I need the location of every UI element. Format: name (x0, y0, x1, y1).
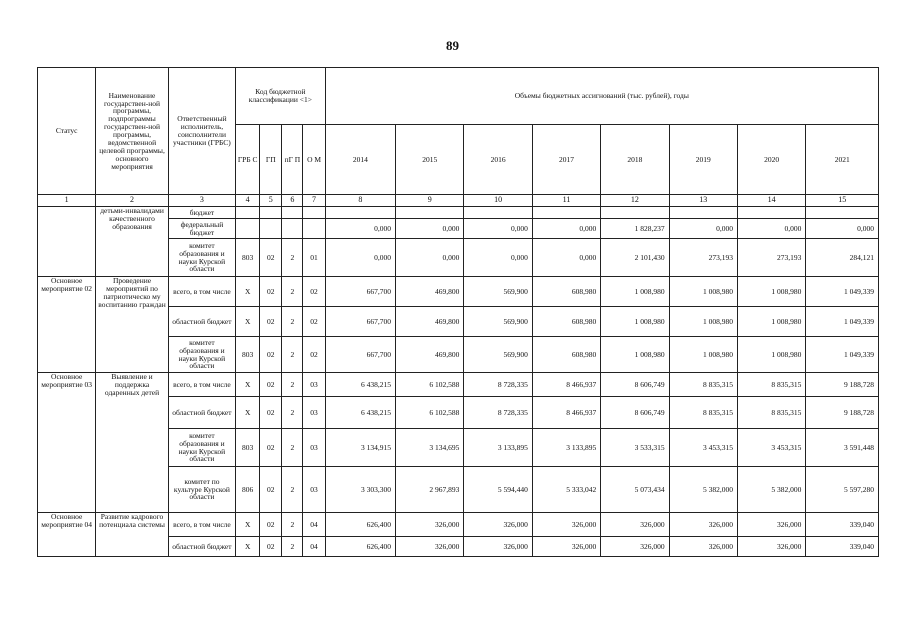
budget-value-cell: 8 466,937 (532, 397, 600, 429)
budget-value-cell: 5 594,440 (464, 467, 532, 513)
header-year: 2014 (325, 125, 395, 195)
om-cell: 02 (303, 307, 325, 337)
budget-value-cell: 667,700 (325, 277, 395, 307)
budget-value-cell: 1 008,980 (737, 277, 805, 307)
om-cell: 04 (303, 513, 325, 537)
executor-cell: областной бюджет (168, 537, 235, 557)
budget-value-cell: 608,980 (532, 337, 600, 373)
budget-value-cell: 5 333,042 (532, 467, 600, 513)
budget-value-cell: 9 188,728 (806, 373, 879, 397)
om-cell: 02 (303, 337, 325, 373)
column-number: 1 (38, 195, 96, 207)
grbs-cell: 803 (236, 429, 260, 467)
budget-value-cell: 3 133,895 (464, 429, 532, 467)
executor-cell: комитет образования и науки Курской области (168, 239, 235, 277)
om-cell: 03 (303, 397, 325, 429)
table-row (38, 277, 879, 307)
budget-value-cell: 0,000 (325, 219, 395, 239)
gp-cell: 02 (260, 397, 282, 429)
budget-value-cell: 6 102,588 (396, 373, 464, 397)
budget-table (37, 67, 879, 557)
column-number: 3 (168, 195, 235, 207)
budget-value-cell: 1 049,339 (806, 277, 879, 307)
gp-cell: 02 (260, 373, 282, 397)
pgp-cell: 2 (282, 467, 303, 513)
header-budget-group: Объемы бюджетных ассигнований (тыс. рублей), годы (325, 68, 878, 125)
gp-cell: 02 (260, 277, 282, 307)
gp-cell: 02 (260, 467, 282, 513)
header-name: Наименование государствен-ной программы, подпрограммы государствен-ной программы, ведомственной целевой программы, основного мероприятия (96, 68, 168, 195)
budget-value-cell: 273,193 (737, 239, 805, 277)
budget-value-cell: 2 967,893 (396, 467, 464, 513)
budget-value-cell: 0,000 (325, 239, 395, 277)
header-status: Статус (38, 68, 96, 195)
executor-cell: комитет образования и науки Курской области (168, 337, 235, 373)
header-year: 2020 (737, 125, 805, 195)
budget-value-cell: 273,193 (669, 239, 737, 277)
budget-value-cell: 608,980 (532, 277, 600, 307)
grbs-cell: Х (236, 307, 260, 337)
budget-value-cell: 326,000 (396, 537, 464, 557)
header-year: 2015 (396, 125, 464, 195)
grbs-cell (236, 219, 260, 239)
budget-value-cell: 469,800 (396, 337, 464, 373)
budget-value-cell (325, 207, 395, 219)
grbs-cell: Х (236, 513, 260, 537)
budget-value-cell: 569,900 (464, 337, 532, 373)
budget-value-cell: 608,980 (532, 307, 600, 337)
budget-value-cell: 6 438,215 (325, 373, 395, 397)
budget-value-cell: 667,700 (325, 307, 395, 337)
executor-cell: всего, в том числе (168, 277, 235, 307)
executor-cell: областной бюджет (168, 397, 235, 429)
budget-value-cell: 3 303,300 (325, 467, 395, 513)
gp-cell: 02 (260, 537, 282, 557)
budget-value-cell (601, 207, 669, 219)
om-cell: 02 (303, 277, 325, 307)
pgp-cell (282, 219, 303, 239)
header-code-col: ГП (260, 125, 282, 195)
budget-value-cell: 5 382,000 (737, 467, 805, 513)
budget-value-cell: 667,700 (325, 337, 395, 373)
budget-value-cell: 1 008,980 (601, 277, 669, 307)
budget-value-cell: 8 835,315 (737, 373, 805, 397)
budget-value-cell: 0,000 (396, 219, 464, 239)
budget-value-cell: 0,000 (464, 239, 532, 277)
gp-cell: 02 (260, 239, 282, 277)
column-number: 5 (260, 195, 282, 207)
table-row (38, 513, 879, 537)
budget-value-cell: 0,000 (737, 219, 805, 239)
header-code-col: ГРБ С (236, 125, 260, 195)
budget-value-cell: 326,000 (669, 513, 737, 537)
gp-cell: 02 (260, 513, 282, 537)
budget-value-cell: 0,000 (532, 239, 600, 277)
table-row (38, 207, 879, 219)
pgp-cell (282, 207, 303, 219)
budget-value-cell: 626,400 (325, 537, 395, 557)
column-number: 8 (325, 195, 395, 207)
budget-value-cell: 1 008,980 (669, 337, 737, 373)
column-number: 6 (282, 195, 303, 207)
executor-cell: федеральный бюджет (168, 219, 235, 239)
budget-value-cell: 3 591,448 (806, 429, 879, 467)
budget-value-cell: 0,000 (669, 219, 737, 239)
budget-value-cell: 1 049,339 (806, 307, 879, 337)
status-cell (38, 207, 96, 277)
budget-value-cell: 1 008,980 (669, 277, 737, 307)
budget-value-cell: 9 188,728 (806, 397, 879, 429)
gp-cell: 02 (260, 429, 282, 467)
budget-value-cell: 0,000 (532, 219, 600, 239)
column-number: 9 (396, 195, 464, 207)
budget-value-cell: 8 466,937 (532, 373, 600, 397)
budget-value-cell: 8 728,335 (464, 373, 532, 397)
budget-value-cell: 8 606,749 (601, 397, 669, 429)
budget-value-cell (669, 207, 737, 219)
budget-value-cell: 0,000 (806, 219, 879, 239)
pgp-cell: 2 (282, 429, 303, 467)
budget-value-cell: 6 102,588 (396, 397, 464, 429)
budget-value-cell: 339,040 (806, 537, 879, 557)
column-number: 11 (532, 195, 600, 207)
header-year: 2017 (532, 125, 600, 195)
budget-value-cell: 326,000 (601, 513, 669, 537)
budget-value-cell: 469,800 (396, 277, 464, 307)
budget-value-cell: 0,000 (464, 219, 532, 239)
budget-value-cell: 1 008,980 (737, 337, 805, 373)
budget-value-cell: 3 453,315 (669, 429, 737, 467)
pgp-cell: 2 (282, 337, 303, 373)
budget-value-cell: 1 008,980 (601, 337, 669, 373)
executor-cell: всего, в том числе (168, 513, 235, 537)
grbs-cell: 806 (236, 467, 260, 513)
grbs-cell: 803 (236, 337, 260, 373)
gp-cell: 02 (260, 337, 282, 373)
budget-value-cell (396, 207, 464, 219)
column-number: 15 (806, 195, 879, 207)
budget-value-cell: 1 008,980 (737, 307, 805, 337)
budget-value-cell: 626,400 (325, 513, 395, 537)
grbs-cell: Х (236, 373, 260, 397)
om-cell: 03 (303, 467, 325, 513)
column-number: 14 (737, 195, 805, 207)
column-number: 10 (464, 195, 532, 207)
pgp-cell: 2 (282, 513, 303, 537)
pgp-cell: 2 (282, 239, 303, 277)
status-cell: Основное мероприятие 04 (38, 513, 96, 557)
budget-value-cell (532, 207, 600, 219)
gp-cell: 02 (260, 307, 282, 337)
grbs-cell: Х (236, 277, 260, 307)
budget-value-cell: 569,900 (464, 307, 532, 337)
grbs-cell: Х (236, 537, 260, 557)
program-name-cell: детьми-инвалидами качественного образования (96, 207, 168, 277)
grbs-cell: Х (236, 397, 260, 429)
budget-value-cell: 569,900 (464, 277, 532, 307)
column-number: 13 (669, 195, 737, 207)
column-number: 12 (601, 195, 669, 207)
budget-value-cell: 326,000 (669, 537, 737, 557)
budget-value-cell: 3 134,695 (396, 429, 464, 467)
program-name-cell: Проведение мероприятий по патриотическо му воспитанию граждан (96, 277, 168, 373)
header-executor: Ответственный исполнитель, соисполнители участники (ГРБС) (168, 68, 235, 195)
budget-value-cell: 326,000 (464, 513, 532, 537)
status-cell: Основное мероприятие 02 (38, 277, 96, 373)
budget-value-cell: 469,800 (396, 307, 464, 337)
budget-value-cell: 8 728,335 (464, 397, 532, 429)
table-row (38, 373, 879, 397)
gp-cell (260, 219, 282, 239)
budget-value-cell: 5 382,000 (669, 467, 737, 513)
budget-value-cell: 284,121 (806, 239, 879, 277)
om-cell: 04 (303, 537, 325, 557)
budget-value-cell: 2 101,430 (601, 239, 669, 277)
om-cell: 03 (303, 373, 325, 397)
budget-value-cell: 326,000 (532, 537, 600, 557)
budget-value-cell: 8 835,315 (669, 373, 737, 397)
budget-value-cell (464, 207, 532, 219)
budget-value-cell: 1 008,980 (601, 307, 669, 337)
om-cell: 01 (303, 239, 325, 277)
executor-cell: областной бюджет (168, 307, 235, 337)
om-cell: 03 (303, 429, 325, 467)
header-year: 2021 (806, 125, 879, 195)
budget-value-cell: 326,000 (396, 513, 464, 537)
header-code-col: пГ П (282, 125, 303, 195)
pgp-cell: 2 (282, 277, 303, 307)
page-number: 89 (446, 38, 459, 53)
pgp-cell: 2 (282, 373, 303, 397)
executor-cell: комитет образования и науки Курской области (168, 429, 235, 467)
grbs-cell (236, 207, 260, 219)
status-cell: Основное мероприятие 03 (38, 373, 96, 513)
pgp-cell: 2 (282, 537, 303, 557)
pgp-cell: 2 (282, 397, 303, 429)
budget-value-cell: 326,000 (464, 537, 532, 557)
column-number: 2 (96, 195, 168, 207)
column-numbers-row (38, 195, 879, 207)
header-code-col: О М (303, 125, 325, 195)
budget-value-cell: 5 597,280 (806, 467, 879, 513)
executor-cell: бюджет (168, 207, 235, 219)
budget-value-cell: 6 438,215 (325, 397, 395, 429)
budget-value-cell (737, 207, 805, 219)
header-year: 2016 (464, 125, 532, 195)
column-number: 4 (236, 195, 260, 207)
header-year: 2018 (601, 125, 669, 195)
program-name-cell: Выявление и поддержка одаренных детей (96, 373, 168, 513)
budget-value-cell: 339,040 (806, 513, 879, 537)
header-year: 2019 (669, 125, 737, 195)
budget-value-cell: 3 453,315 (737, 429, 805, 467)
grbs-cell: 803 (236, 239, 260, 277)
budget-value-cell: 326,000 (737, 537, 805, 557)
budget-value-cell: 1 049,339 (806, 337, 879, 373)
budget-value-cell: 5 073,434 (601, 467, 669, 513)
budget-value-cell: 8 835,315 (669, 397, 737, 429)
executor-cell: всего, в том числе (168, 373, 235, 397)
budget-value-cell: 8 606,749 (601, 373, 669, 397)
executor-cell: комитет по культуре Курской области (168, 467, 235, 513)
budget-value-cell: 8 835,315 (737, 397, 805, 429)
budget-value-cell: 3 134,915 (325, 429, 395, 467)
budget-value-cell: 0,000 (396, 239, 464, 277)
om-cell (303, 219, 325, 239)
budget-value-cell: 326,000 (737, 513, 805, 537)
budget-value-cell: 1 828,237 (601, 219, 669, 239)
budget-value-cell: 326,000 (601, 537, 669, 557)
pgp-cell: 2 (282, 307, 303, 337)
budget-value-cell: 3 533,315 (601, 429, 669, 467)
om-cell (303, 207, 325, 219)
budget-value-cell: 3 133,895 (532, 429, 600, 467)
program-name-cell: Развитие кадрового потенциала системы (96, 513, 168, 557)
budget-value-cell: 326,000 (532, 513, 600, 537)
budget-value-cell (806, 207, 879, 219)
budget-value-cell: 1 008,980 (669, 307, 737, 337)
column-number: 7 (303, 195, 325, 207)
gp-cell (260, 207, 282, 219)
header-code-group: Код бюджетной классификации <1> (236, 68, 326, 125)
